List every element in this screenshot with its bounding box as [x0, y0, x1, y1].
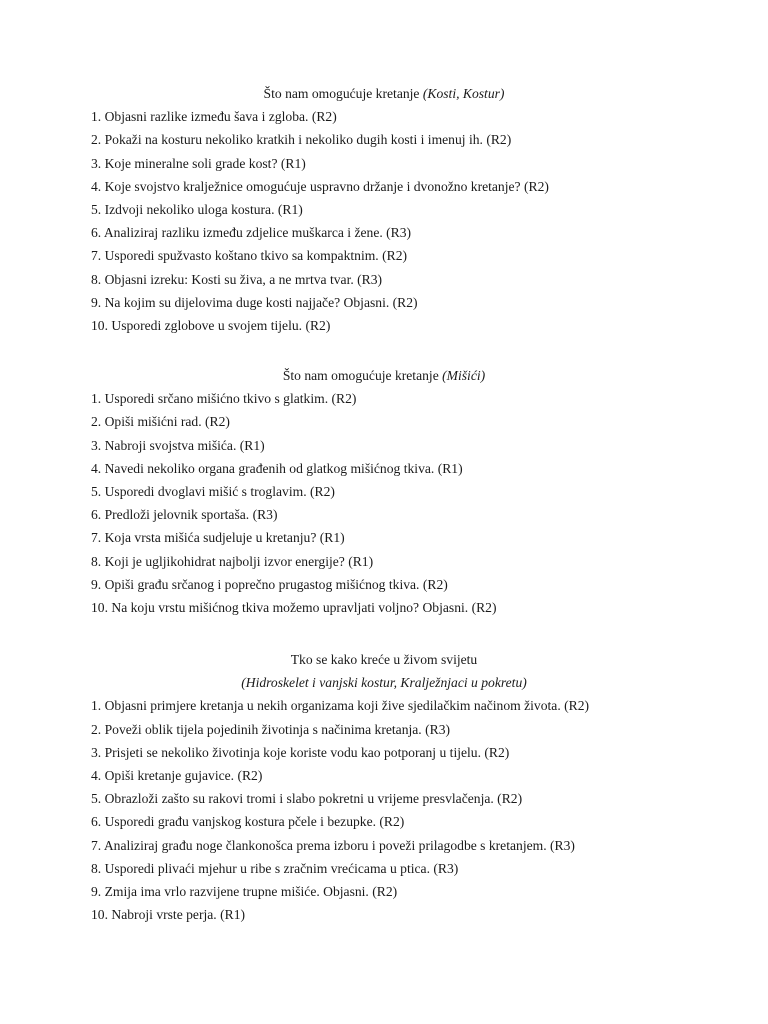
question-item: 2. Pokaži na kosturu nekoliko kratkih i nekoliko dugih kosti i imenuj ih. (R2) [91, 132, 512, 148]
question-item: 9. Na kojim su dijelovima duge kosti najjače? Objasni. (R2) [91, 294, 418, 310]
question-item: 6. Analiziraj razliku između zdjelice muškarca i žene. (R3) [91, 225, 412, 241]
question-item: 7. Koja vrsta mišića sudjeluje u kretanju? (R1) [91, 530, 345, 546]
question-item: 6. Usporedi građu vanjskog kostura pčele i bezupke. (R2) [91, 814, 405, 830]
section-title-text: Tko se kako kreće u živom svijetu [290, 652, 478, 667]
question-item: 2. Poveži oblik tijela pojedinih životinja s načinima kretanja. (R3) [91, 721, 451, 737]
question-item: 6. Predloži jelovnik sportaša. (R3) [91, 507, 278, 523]
section-muscles [0, 364, 768, 619]
question-item: 5. Izdvoji nekoliko uloga kostura. (R1) [91, 201, 303, 217]
section-title-topic: (Kosti, Kostur) [422, 86, 505, 101]
question-item: 1. Objasni primjere kretanja u nekih organizama koji žive sjedilačkim načinom života. (R2) [91, 698, 590, 714]
section-title-text: Što nam omogućuje kretanje [263, 86, 423, 101]
question-item: 8. Koji je ugljikohidrat najbolji izvor energije? (R1) [91, 553, 374, 569]
question-item: 4. Opiši kretanje gujavice. (R2) [91, 767, 263, 783]
question-item: 7. Analiziraj građu noge člankonošca prema izboru i poveži prilagodbe s kretanjem. (R3) [91, 837, 575, 853]
question-item: 8. Objasni izreku: Kosti su živa, a ne mrtva tvar. (R3) [91, 271, 383, 287]
question-item: 1. Usporedi srčano mišićno tkivo s glatkim. (R2) [91, 391, 357, 407]
section-bones [0, 82, 768, 337]
question-list [0, 694, 768, 926]
question-item: 10. Na koju vrstu mišićnog tkiva možemo upravljati voljno? Objasni. (R2) [91, 599, 497, 615]
question-item: 2. Opiši mišićni rad. (R2) [91, 414, 230, 430]
question-item: 8. Usporedi plivaći mjehur u ribe s zračnim vrećicama u ptica. (R3) [91, 860, 459, 876]
question-item: 3. Koje mineralne soli grade kost? (R1) [91, 155, 306, 171]
question-item: 10. Usporedi zglobove u svojem tijelu. (R2) [91, 317, 331, 333]
question-item: 10. Nabroji vrste perja. (R1) [91, 907, 246, 923]
section-subtitle: (Hidroskelet i vanjski kostur, Kralježnjaci u pokretu) [241, 675, 527, 691]
question-item: 3. Prisjeti se nekoliko životinja koje koriste vodu kao potporanj u tijelu. (R2) [91, 744, 510, 760]
section-title [0, 364, 768, 387]
section-title-topic: (Mišići) [442, 368, 486, 383]
question-item: 9. Opiši građu srčanog i poprečno prugastog mišićnog tkiva. (R2) [91, 576, 448, 592]
question-list [0, 105, 768, 337]
section-title [0, 648, 768, 671]
question-item: 4. Navedi nekoliko organa građenih od glatkog mišićnog tkiva. (R1) [91, 460, 463, 476]
question-item: 1. Objasni razlike između šava i zgloba. (R2) [91, 109, 337, 125]
section-title-text: Što nam omogućuje kretanje [282, 368, 443, 383]
question-item: 7. Usporedi spužvasto koštano tkivo sa kompaktnim. (R2) [91, 248, 408, 264]
section-movement-living-world [0, 648, 768, 926]
question-item: 9. Zmija ima vrlo razvijene trupne mišiće. Objasni. (R2) [91, 883, 398, 899]
question-list [0, 387, 768, 619]
question-item: 5. Usporedi dvoglavi mišić s troglavim. (R2) [91, 483, 335, 499]
question-item: 4. Koje svojstvo kralježnice omogućuje uspravno držanje i dvonožno kretanje? (R2) [91, 178, 549, 194]
section-title [0, 82, 768, 105]
question-item: 3. Nabroji svojstva mišića. (R1) [91, 437, 265, 453]
question-item: 5. Obrazloži zašto su rakovi tromi i slabo pokretni u vrijeme presvlačenja. (R2) [91, 791, 523, 807]
